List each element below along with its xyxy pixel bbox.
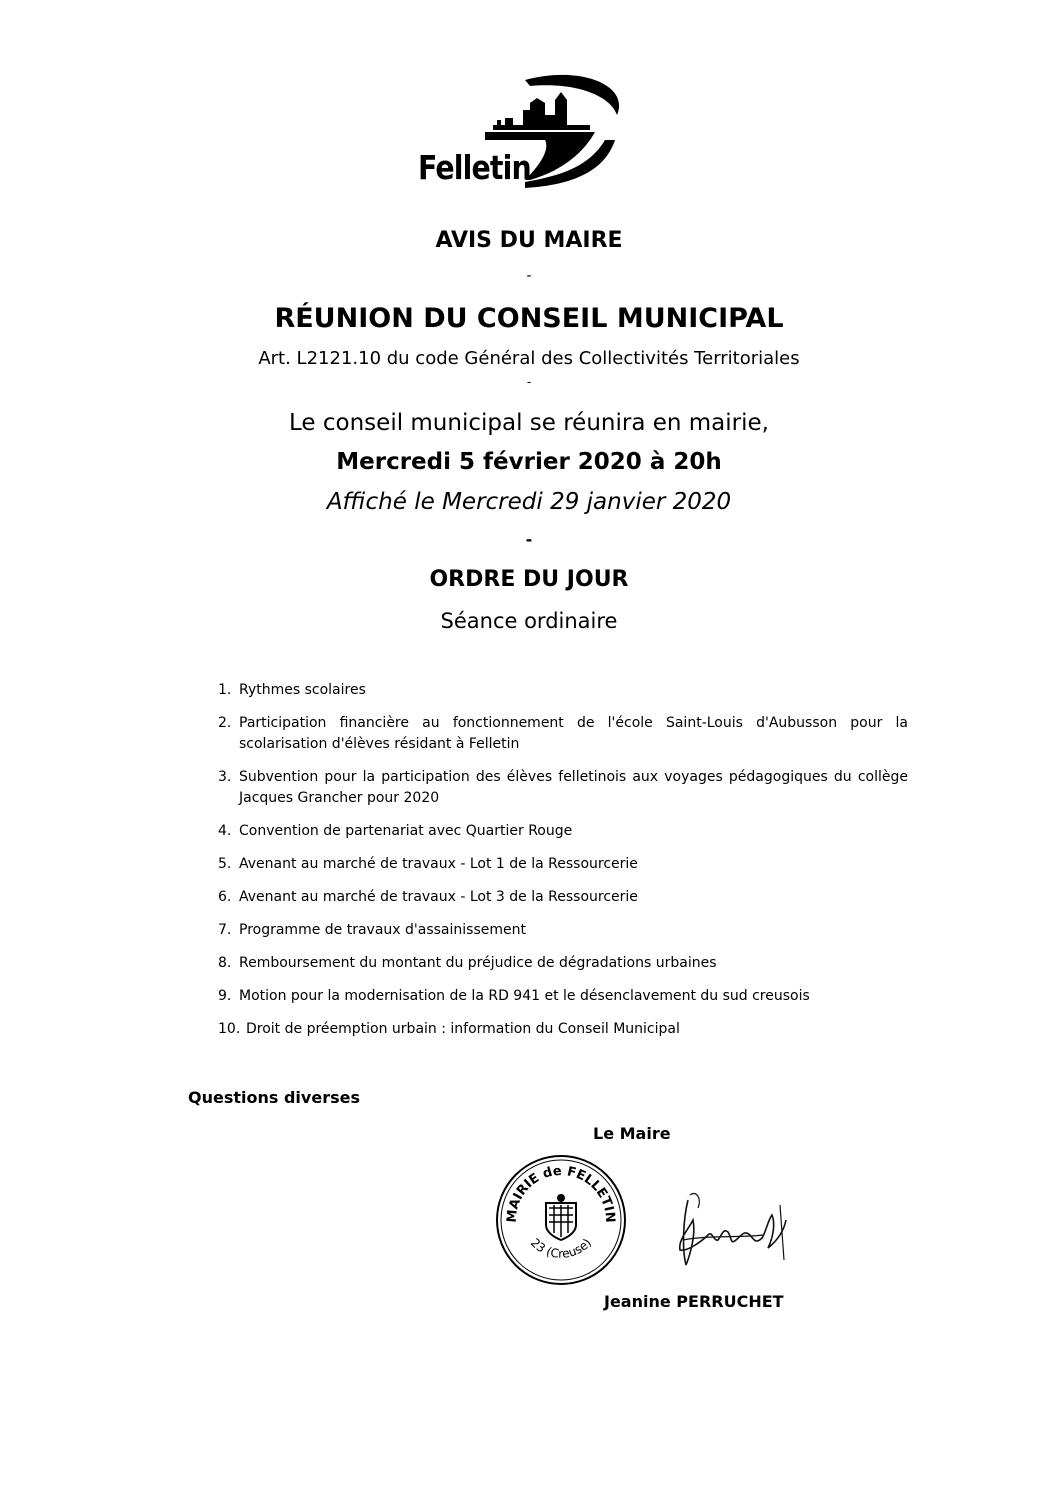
separator: -: [525, 530, 533, 549]
logo-text: Felletin: [418, 148, 531, 187]
item-text: Droit de préemption urbain : information du Conseil Municipal: [246, 1021, 680, 1037]
agenda-title: ORDRE DU JOUR: [429, 567, 629, 592]
item-number: 5.: [218, 856, 232, 872]
stamp-subtext: 23 (Creuse): [527, 1235, 595, 1261]
list-item: [218, 767, 908, 809]
session-type: Séance ordinaire: [440, 609, 618, 633]
questions-heading: Questions diverses: [188, 1088, 360, 1107]
item-text: Avenant au marché de travaux - Lot 3 de la Ressourcerie: [239, 889, 638, 905]
meeting-title: RÉUNION DU CONSEIL MUNICIPAL: [274, 303, 784, 334]
item-text: Subvention pour la participation des élèves felletinois aux voyages pédagogiques du collège Jacques Grancher pour 2020: [239, 769, 908, 806]
list-item: [218, 1019, 908, 1040]
meeting-date: Mercredi 5 février 2020 à 20h: [336, 449, 722, 475]
list-item: [218, 680, 908, 701]
item-number: 10.: [218, 1021, 241, 1037]
item-text: Motion pour la modernisation de la RD 941 et le désenclavement du sud creusois: [239, 988, 810, 1004]
agenda-list: [218, 680, 908, 1052]
item-number: 2.: [218, 715, 232, 731]
item-number: 1.: [218, 682, 232, 698]
item-number: 9.: [218, 988, 232, 1004]
item-number: 8.: [218, 955, 232, 971]
list-item: [218, 986, 908, 1007]
list-item: [218, 887, 908, 908]
list-item: [218, 854, 908, 875]
item-text: Participation financière au fonctionnement de l'école Saint-Louis d'Aubusson pour la scolarisation d'élèves résidant à Felletin: [239, 715, 908, 752]
list-item: [218, 713, 908, 755]
separator: -: [526, 375, 532, 389]
list-item: [218, 920, 908, 941]
list-item: [218, 953, 908, 974]
item-text: Avenant au marché de travaux - Lot 1 de la Ressourcerie: [239, 856, 638, 872]
convene-text: Le conseil municipal se réunira en mairie,: [289, 410, 769, 436]
mayor-stamp: [494, 1153, 628, 1287]
signature: [668, 1180, 798, 1280]
separator: -: [526, 268, 532, 284]
item-number: 4.: [218, 823, 232, 839]
item-number: 3.: [218, 769, 232, 785]
list-item: [218, 821, 908, 842]
legal-reference: Art. L2121.10 du code Général des Collectivités Territoriales: [258, 348, 800, 369]
item-text: Programme de travaux d'assainissement: [239, 922, 526, 938]
signatory-role: Le Maire: [593, 1124, 671, 1143]
item-text: Rythmes scolaires: [239, 682, 366, 698]
item-number: 6.: [218, 889, 232, 905]
stamp-text: MAIRIE de FELLETIN: [504, 1163, 618, 1224]
signatory-name: Jeanine PERRUCHET: [604, 1292, 784, 1311]
posted-date: Affiché le Mercredi 29 janvier 2020: [326, 489, 732, 515]
item-text: Convention de partenariat avec Quartier Rouge: [239, 823, 573, 839]
notice-title: AVIS DU MAIRE: [435, 228, 623, 253]
item-number: 7.: [218, 922, 232, 938]
item-text: Remboursement du montant du préjudice de dégradations urbaines: [239, 955, 717, 971]
